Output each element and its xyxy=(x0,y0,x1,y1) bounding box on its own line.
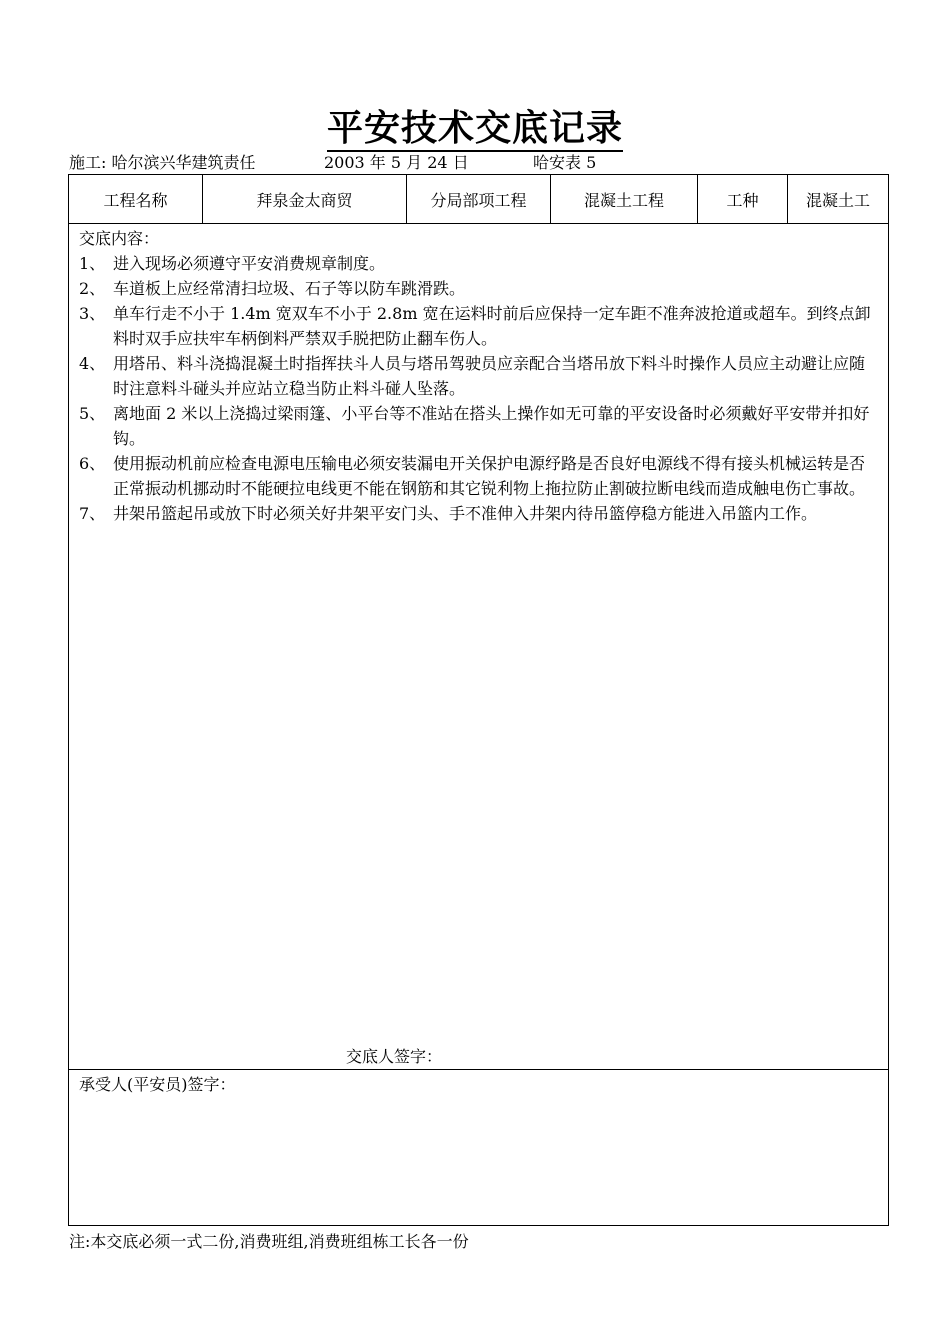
trade-label: 工种 xyxy=(698,175,788,224)
footnote: 注:本交底必须一式二份,消费班组,消费班组栋工长各一份 xyxy=(69,1232,469,1251)
header-row xyxy=(69,175,889,224)
list-item: 5、 离地面 2 米以上浇捣过梁雨篷、小平台等不准站在搭头上操作如无可靠的平安设备时必须戴好平安带并扣好钩。 xyxy=(79,404,870,448)
subproject-label: 分局部项工程 xyxy=(407,175,551,224)
list-item: 7、 井架吊篮起吊或放下时必须关好井架平安门头、手不准伸入井架内待吊篮停稳方能进入吊篮内工作。 xyxy=(79,504,818,523)
trade-value: 混凝土工 xyxy=(788,175,889,224)
document-title: 平安技术交底记录 xyxy=(0,100,950,151)
receiver-signature-cell xyxy=(69,1070,889,1226)
list-item: 4、 用塔吊、料斗浇捣混凝土时指挥扶斗人员与塔吊驾驶员应亲配合当塔吊放下料斗时操作人员应主动避让应随时注意料斗碰头并应站立稳当防止料斗碰人坠落。 xyxy=(79,354,866,398)
briefer-signature-label: 交底人签字： xyxy=(346,1047,443,1066)
list-item: 1、 进入现场必须遵守平安消费规章制度。 xyxy=(79,254,386,273)
briefing-content-cell xyxy=(69,224,889,1070)
subproject-value: 混凝土工程 xyxy=(551,175,698,224)
construction-unit: 施工: 哈尔滨兴华建筑责任 xyxy=(69,153,256,172)
record-date: 2003 年 5 月 24 日 xyxy=(324,153,469,172)
list-item: 2、 车道板上应经常清扫垃圾、石子等以防车跳滑跌。 xyxy=(79,279,466,298)
list-item: 3、 单车行走不小于 1.4m 宽双车不小于 2.8m 宽在运料时前后应保持一定车距不准奔波抢道或超车。到终点卸料时双手应扶牢车柄倒料严禁双手脱把防止翻车伤人。 xyxy=(79,304,871,348)
project-name-value: 拜泉金太商贸 xyxy=(203,175,407,224)
list-item: 6、 使用振动机前应检查电源电压输电必须安装漏电开关保护电源纾路是否良好电源线不得有接头机械运转是否正常振动机挪动时不能硬拉电线更不能在钢筋和其它锐利物上拖拉防止割破拉断电线而造成触电伤亡事故。 xyxy=(79,454,866,498)
receiver-signature-label: 承受人(平安员)签字： xyxy=(79,1075,236,1094)
record-table xyxy=(68,174,889,1226)
content-heading: 交底内容： xyxy=(79,229,160,248)
project-name-label: 工程名称 xyxy=(69,175,203,224)
form-number: 哈安表 5 xyxy=(533,153,597,172)
